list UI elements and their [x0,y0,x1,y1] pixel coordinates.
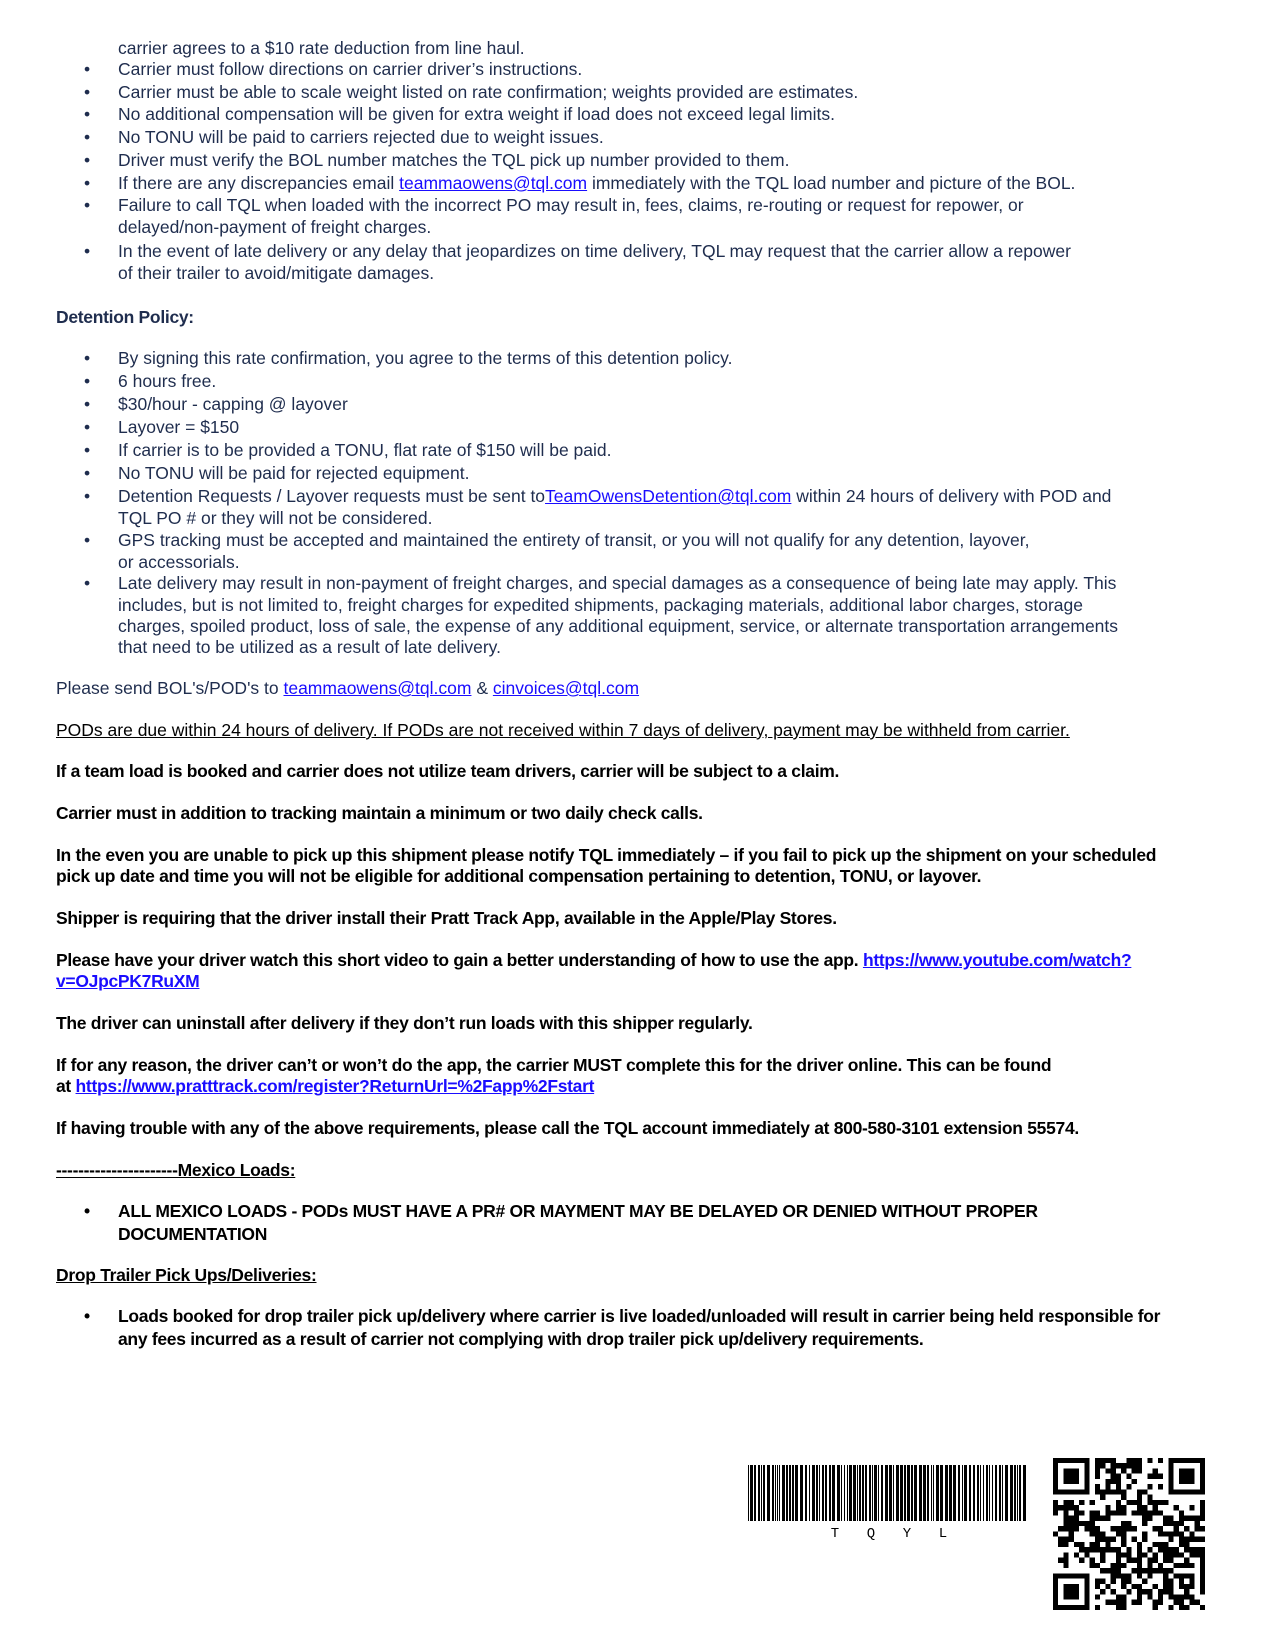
bullet-icon: • [84,82,91,102]
bullet-icon: • [84,1306,90,1326]
barcode-caption: T Q Y L [830,1526,948,1542]
bullet-icon: • [84,371,91,391]
qr-code-image [1053,1458,1205,1610]
bullet-icon: • [84,573,91,593]
bullet-icon: • [84,417,91,437]
unable-pickup-line: pick up date and time you will not be eligible for additional compensation pertaining to detention, TONU, or layover. [56,866,982,886]
barcode-image [748,1465,1030,1535]
section-heading-detention: Detention Policy: [56,307,194,327]
video-link-part2[interactable]: v=OJpcPK7RuXM [56,971,200,991]
email-link[interactable]: teammaowens@tql.com [399,173,588,193]
shipper-app-notice: Shipper is requiring that the driver install their Pratt Track App, available in the Apple/Play Stores. [56,908,837,928]
bullet-icon: • [84,195,91,215]
bullet-icon: • [84,173,91,193]
uninstall-notice: The driver can uninstall after delivery if they don’t run loads with this shipper regularly. [56,1013,753,1033]
bol-email-link[interactable]: teammaowens@tql.com [283,678,472,698]
document-page: carrier agrees to a $10 rate deduction from line haul. • Carrier must follow directions on carrier driver’s instructions. • Carrier must be able to scale weight listed on rate confirmation; weights provided are estimates. • No additional compensation will be given for extra weight if load does not exceed legal limits. • No TONU will be paid to carriers rejected due to weight issues. • Driver must verify the BOL number matches the TQL pick up number provided to them. • If there are any discrepancies email teammaowens@tql.com immediately with the TQL load number and picture of the BOL. • Failure to call TQL when loaded with the incorrect PO may result in, fees, claims, re-routing or request for repower, or delayed/non-payment of freight charges. • In the event of late delivery or any delay that jeopardizes on time delivery, TQL may request that the carrier allow a repower of their trailer to avoid/mitigate damages. Detention Policy: • By signing this rate confirmation, you agree to the terms of this detention policy. • 6 hours free. • $30/hour - capping @ layover • Layover = $150 • If carrier is to be provided a TONU, flat rate of $150 will be paid. • No TONU will be paid for rejected equipment. • Detention Requests / Layover requests must be sent toTeamOwensDetention@tql.com within 24 hours of delivery with POD and TQL PO # or they will not be considered. • GPS tracking must be accepted and maintained the entirety of transit, or you will not qualify for any detention, layover, or accessorials. • Late delivery may result in non-payment of freight charges, and special damages as a consequence of being late may apply. This includes, but is not limited to, freight charges for expedited shipments, packaging materials, additional labor charges, storage charges, spoiled product, loss of sale, the expense of any additional equipment, service, or alternate transportation arrangements that need to be utilized as a result of late delivery. Please send BOL's/POD's to teammaowens@tql.com & cinvoices@tql.com PODs are due within 24 hours of delivery. If PODs are not received within 7 days of delivery, payment may be withheld from carrier. If a team load is booked and carrier does not utilize team drivers, carrier will be subject to a claim. Carrier must in addition to tracking maintain a minimum or two daily check calls. In the even you are unable to pick up this shipment please notify TQL immediately – if you fail to pick up the shipment on your scheduled pick up date and time you will not be eligible for additional compensation pertaining to detention, TONU, or layover. Shipper is requiring that the driver install their Pratt Track App, available in the Apple/Play Stores. Please have your driver watch this short video to gain a better understanding of how to use the app. https://www.youtube.com/watch? v=OJpcPK7RuXM The driver can uninstall after delivery if they don’t run loads with this shipper regularly. If for any reason, the driver can’t or won’t do the app, the carrier MUST complete this for the driver online. This can be found at https://www.pratttrack.com/register?ReturnUrl=%2Fapp%2Fstart If having trouble with any of the above requirements, please call the TQL account immediately at 800-580-3101 extension 55574. ----------------------Mexico Loads: • ALL MEXICO LOADS - PODs MUST HAVE A PR# OR MAYMENT MAY BE DELAYED OR DENIED WITHOUT PROPER DOCUMENTATION Drop Trailer Pick Ups/Deliveries: • Loads booked for drop trailer pick up/delivery where carrier is live loaded/unloaded will result in carrier being held responsible for any fees incurred as a result of carrier not complying with drop trailer pick up/delivery requirements. T Q Y L [0,0,1275,1650]
trouble-notice: If having trouble with any of the above requirements, please call the TQL account immediately at 800-580-3101 extension 55574. [56,1118,1079,1138]
section-heading-mexico: ----------------------Mexico Loads: [56,1160,296,1180]
invoices-email-link[interactable]: cinvoices@tql.com [492,678,640,698]
check-calls-notice: Carrier must in addition to tracking maintain a minimum or two daily check calls. [56,803,703,823]
team-load-notice: If a team load is booked and carrier does not utilize team drivers, carrier will be subject to a claim. [56,761,840,781]
bullet-icon: • [84,150,91,170]
bullet-icon: • [84,530,91,550]
bullet-icon: • [84,59,91,79]
bullet-icon: • [84,348,91,368]
bullet-icon: • [84,1201,90,1221]
send-bol-paragraph: Please send BOL's/POD's to teammaowens@tql.com & cinvoices@tql.com [56,678,640,698]
bullet-icon: • [84,440,91,460]
bullet-icon: • [84,486,91,506]
section-heading-drop-trailer: Drop Trailer Pick Ups/Deliveries: [56,1265,317,1285]
bullet-icon: • [84,104,91,124]
bullet-icon: • [84,394,91,414]
online-registration-link-line: at https://www.pratttrack.com/register?ReturnUrl=%2Fapp%2Fstart [56,1076,595,1096]
bullet-icon: • [84,241,91,261]
detention-email-link[interactable]: TeamOwensDetention@tql.com [545,486,792,506]
bullet-icon: • [84,463,91,483]
bullet-icon: • [84,127,91,147]
video-paragraph: Please have your driver watch this short video to gain a better understanding of how to use the app. https://www.youtube.com/watch? [56,950,1132,970]
unable-pickup-line: In the even you are unable to pick up this shipment please notify TQL immediately – if you fail to pick up the shipment on your scheduled [56,845,1157,865]
video-link[interactable]: https://www.youtube.com/watch? [862,950,1132,970]
pods-due-notice: PODs are due within 24 hours of delivery. If PODs are not received within 7 days of delivery, payment may be withheld from carrier. [56,720,1070,740]
pratt-track-link[interactable]: https://www.pratttrack.com/register?ReturnUrl=%2Fapp%2Fstart [75,1076,595,1096]
online-registration-line: If for any reason, the driver can’t or won’t do the app, the carrier MUST complete this for the driver online. This can be found [56,1055,1052,1075]
video-link-continuation [56,970,199,992]
